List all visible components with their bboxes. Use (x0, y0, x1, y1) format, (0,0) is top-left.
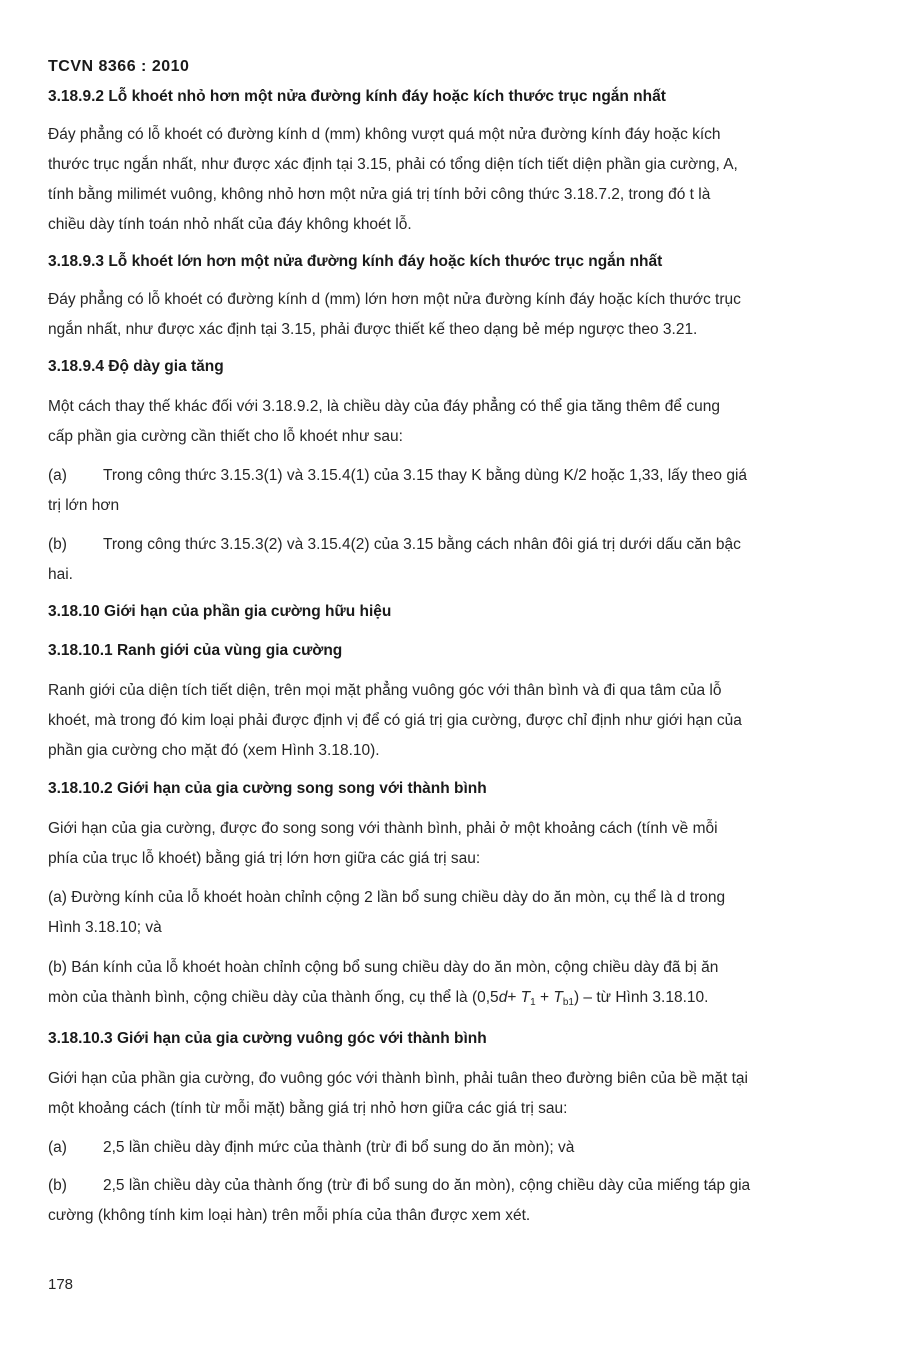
text-line: (b) Bán kính của lỗ khoét hoàn chỉnh cộng bổ sung chiều dày do ăn mòn, cộng chiều dày đã bị ăn (48, 959, 719, 976)
text-line: phần gia cường cho mặt đó (xem Hình 3.18.10). (48, 742, 380, 759)
list-text: Trong công thức 3.15.3(1) và 3.15.4(1) của 3.15 thay K bằng dùng K/2 hoặc 1,33, lấy theo giá (103, 467, 748, 484)
section-heading-3-18-10-2: 3.18.10.2 Giới hạn của gia cường song song với thành bình (48, 780, 487, 797)
text-line: tính bằng milimét vuông, không nhỏ hơn một nửa giá trị tính bởi công thức 3.18.7.2, trong đó t là (48, 186, 711, 203)
formula-variable-t: T (553, 989, 563, 1006)
paragraph-3-18-9-4 (48, 392, 848, 452)
standard-code: TCVN 8366 : 2010 (48, 58, 190, 75)
list-label: (b) (48, 536, 67, 553)
text-line: một khoảng cách (tính từ mỗi mặt) bằng giá trị nhỏ hơn giữa các giá trị sau: (48, 1100, 568, 1117)
text-line: Đáy phẳng có lỗ khoét có đường kính d (mm) không vượt quá một nửa đường kính đáy hoặc kích (48, 126, 721, 143)
text-fragment: + (535, 989, 554, 1006)
paragraph-3-18-10-1 (48, 676, 848, 766)
text-line: phía của trục lỗ khoét) bằng giá trị lớn hơn giữa các giá trị sau: (48, 850, 481, 867)
text-line: Đáy phẳng có lỗ khoét có đường kính d (mm) lớn hơn một nửa đường kính đáy hoặc kích thước trục (48, 291, 741, 308)
text-line: thước trục ngắn nhất, như được xác định tại 3.15, phải có tổng diện tích tiết diện phần gia cường, A, (48, 156, 738, 173)
section-heading-3-18-10-3: 3.18.10.3 Giới hạn của gia cường vuông góc với thành bình (48, 1030, 487, 1047)
list-item-a (48, 461, 848, 521)
section-heading-3-18-9-4: 3.18.9.4 Độ dày gia tăng (48, 358, 224, 375)
list-text-continued: trị lớn hơn (48, 497, 120, 514)
paragraph-3-18-9-3 (48, 285, 848, 345)
section-heading-3-18-10: 3.18.10 Giới hạn của phần gia cường hữu hiệu (48, 603, 392, 620)
list-item-b (48, 1171, 848, 1231)
section-heading-3-18-9-2: 3.18.9.2 Lỗ khoét nhỏ hơn một nửa đường kính đáy hoặc kích thước trục ngắn nhất (48, 88, 666, 105)
subscript: 1 (530, 997, 536, 1008)
subscript: b1 (562, 997, 574, 1008)
text-fragment: + (507, 989, 521, 1006)
text-fragment: mòn của thành bình, cộng chiều dày của thành ống, cụ thể là (0,5 (48, 989, 499, 1006)
text-line: Một cách thay thế khác đối với 3.18.9.2, là chiều dày của đáy phẳng có thể gia tăng thêm để cung (48, 398, 720, 415)
text-line: Hình 3.18.10; và (48, 919, 162, 936)
text-line-formula (48, 983, 848, 1018)
text-line: chiều dày tính toán nhỏ nhất của đáy không khoét lỗ. (48, 216, 412, 233)
list-text-continued: hai. (48, 566, 73, 583)
formula-variable-d: d (498, 989, 508, 1006)
list-item-b (48, 530, 848, 590)
page-number: 178 (48, 1276, 74, 1293)
list-text-continued: cường (không tính kim loại hàn) trên mỗi phía của thân được xem xét. (48, 1207, 531, 1224)
list-item-a (48, 1133, 848, 1163)
text-line: Giới hạn của phần gia cường, đo vuông góc với thành bình, phải tuân theo đường biên của bề mặt tại (48, 1070, 748, 1087)
text-line: Giới hạn của gia cường, được đo song song với thành bình, phải ở một khoảng cách (tính về mỗi (48, 820, 718, 837)
section-heading-3-18-9-3: 3.18.9.3 Lỗ khoét lớn hơn một nửa đường kính đáy hoặc kích thước trục ngắn nhất (48, 253, 663, 270)
list-text: Trong công thức 3.15.3(2) và 3.15.4(2) của 3.15 bằng cách nhân đôi giá trị dưới dấu căn bậc (103, 536, 741, 553)
paragraph-item-b (48, 953, 848, 1018)
section-heading-3-18-10-1: 3.18.10.1 Ranh giới của vùng gia cường (48, 642, 343, 659)
text-line: khoét, mà trong đó kim loại phải được định vị để có giá trị gia cường, được chỉ định như giới hạn của (48, 712, 742, 729)
paragraph-3-18-10-3 (48, 1064, 848, 1124)
text-line: cấp phần gia cường cần thiết cho lỗ khoét như sau: (48, 428, 403, 445)
list-label: (a) (48, 1139, 67, 1156)
paragraph-3-18-10-2 (48, 814, 848, 874)
text-line: Ranh giới của diện tích tiết diện, trên mọi mặt phẳng vuông góc với thân bình và đi qua tâm của lỗ (48, 682, 722, 699)
list-label: (b) (48, 1177, 67, 1194)
text-fragment: ) – từ Hình 3.18.10. (573, 989, 709, 1006)
text-line: ngắn nhất, như được xác định tại 3.15, phải được thiết kế theo dạng bẻ mép ngược theo 3.21. (48, 321, 698, 338)
list-text: 2,5 lần chiều dày của thành ống (trừ đi bổ sung do ăn mòn), cộng chiều dày của miếng táp gia (103, 1177, 751, 1194)
list-text: 2,5 lần chiều dày định mức của thành (trừ đi bổ sung do ăn mòn); và (103, 1139, 575, 1156)
paragraph-item-a (48, 883, 848, 943)
formula-variable-t: T (520, 989, 531, 1006)
text-line: (a) Đường kính của lỗ khoét hoàn chỉnh cộng 2 lần bổ sung chiều dày do ăn mòn, cụ thể là d trong (48, 889, 726, 906)
paragraph-3-18-9-2 (48, 120, 848, 240)
list-label: (a) (48, 467, 67, 484)
